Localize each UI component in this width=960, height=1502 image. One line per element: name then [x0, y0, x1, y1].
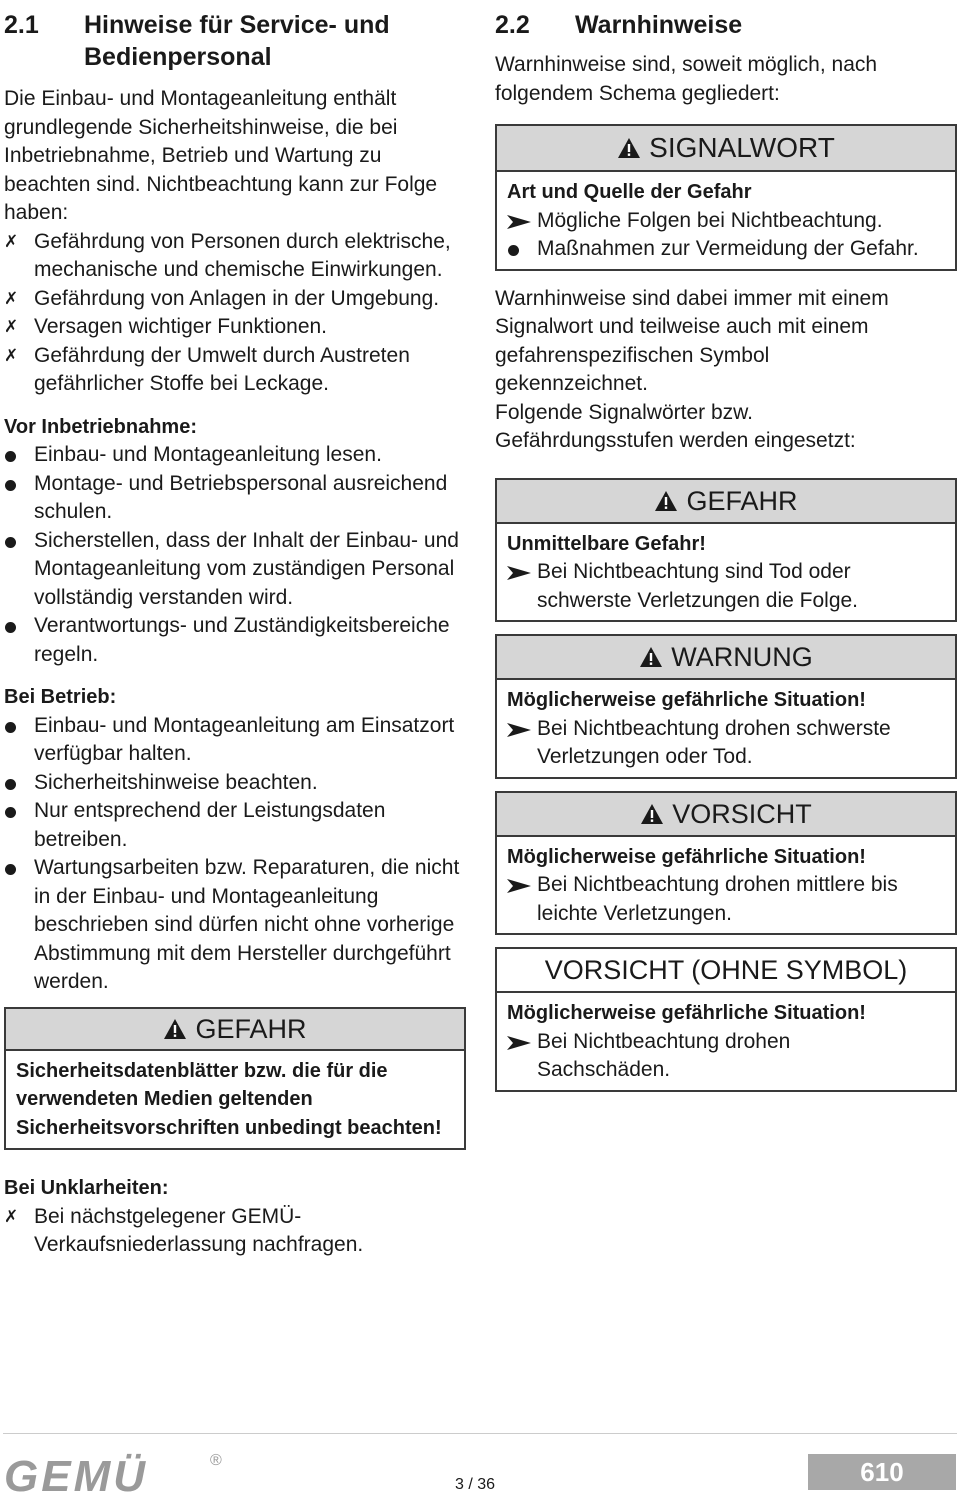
signal-word: VORSICHT (OHNE SYMBOL): [544, 955, 908, 985]
before-startup-list: [4, 441, 466, 669]
warning-triangle-icon: [617, 137, 641, 159]
operation-heading: Bei Betrieb:: [4, 686, 117, 708]
list-item: Einbau- und Montageanleitung lesen.: [34, 443, 382, 466]
unclear-list: [4, 1203, 466, 1260]
warning-triangle-icon: [163, 1018, 187, 1040]
list-item: ✗ Versagen wichtiger Funktionen.: [4, 313, 466, 342]
section-number: 2.2: [495, 11, 530, 39]
list-item: Bei Nichtbeachtung sind Tod oder schwerste Verletzungen die Folge.: [507, 558, 945, 615]
unclear-heading: Bei Unklarheiten:: [4, 1177, 169, 1199]
section-heading-2-1: [4, 9, 466, 73]
registered-mark: ®: [210, 1452, 222, 1469]
levels-intro: Folgende Signalwörter bzw. Gefährdungsstufen werden eingesetzt:: [495, 400, 856, 452]
warning-triangle-icon: [640, 803, 664, 825]
list-item: Nur entsprechend der Leistungsdaten betreiben.: [34, 799, 386, 851]
signal-word-explanation: Warnhinweise sind dabei immer mit einem Signalwort und teilweise auch mit einem gefahrenspezifischen Symbol gekennzeichnet.: [495, 286, 889, 395]
consequence-list: [4, 228, 466, 399]
signal-word: GEFAHR: [195, 1013, 307, 1044]
level-subtitle: Unmittelbare Gefahr!: [507, 532, 706, 555]
danger-box-header: [6, 1009, 464, 1051]
level-box-header: [497, 949, 955, 993]
right-column: [495, 0, 957, 1092]
cross-mark-icon: ✗: [4, 288, 19, 308]
warning-triangle-icon: [639, 646, 663, 668]
level-box-gefahr: [495, 478, 957, 623]
level-box-vorsicht: [495, 791, 957, 936]
level-box-warnung: [495, 634, 957, 779]
danger-text: Sicherheitsdatenblätter bzw. die für die verwendeten Medien geltenden Sicherheitsvorschriften unbedingt beachten!: [16, 1059, 442, 1139]
list-item: Wartungsarbeiten bzw. Reparaturen, die nicht in der Einbau- und Montageanleitung beschrieben sind dürfen nicht ohne vorherige Abstimmung mit dem Hersteller durchgeführt werden.: [34, 856, 460, 993]
signal-word: GEFAHR: [686, 485, 798, 516]
level-box-header: [497, 636, 955, 680]
page-number: 3 / 36: [455, 1476, 496, 1493]
list-item: Bei Nichtbeachtung drohen mittlere bis leichte Verletzungen.: [507, 871, 945, 928]
cross-mark-icon: ✗: [4, 231, 19, 251]
level-box-vorsicht-ohne-symbol: [495, 947, 957, 1092]
cross-mark-icon: ✗: [4, 317, 19, 336]
list-item: ✗ Gefährdung von Personen durch elektrische, mechanische und chemische Einwirkungen.: [4, 229, 451, 281]
schema-box-header: [497, 126, 955, 172]
signal-word: VORSICHT: [672, 798, 812, 829]
footer-divider: [3, 1433, 957, 1434]
list-item: Maßnahmen zur Vermeidung der Gefahr.: [537, 237, 919, 260]
signal-word: SIGNALWORT: [649, 132, 835, 163]
warnings-intro: Warnhinweise sind, soweit möglich, nach folgendem Schema gegliedert:: [495, 53, 878, 105]
cross-mark-icon: ✗: [4, 345, 19, 365]
product-number-badge: 610: [808, 1454, 956, 1490]
before-startup-heading: Vor Inbetriebnahme:: [4, 415, 197, 438]
warning-triangle-icon: [654, 490, 678, 512]
left-column: [4, 0, 466, 1260]
intro-paragraph: Die Einbau- und Montageanleitung enthält grundlegende Sicherheitshinweise, die bei Inbetriebnahme, Betrieb und Wartung zu beachten sind. Nichtbeachtung kann zur Folge haben:: [4, 87, 438, 224]
list-item: Verantwortungs- und Zuständigkeitsbereiche regeln.: [34, 614, 450, 666]
list-item: ✗ Gefährdung von Anlagen in der Umgebung.: [4, 285, 466, 314]
company-logo: GEMÜ: [4, 1452, 148, 1501]
section-number: 2.1: [4, 11, 39, 39]
list-item: ✗ Bei nächstgelegener GEMÜ-Verkaufsniederlassung nachfragen.: [4, 1204, 364, 1256]
level-box-header: [497, 480, 955, 524]
list-item: Mögliche Folgen bei Nichtbeachtung.: [507, 207, 945, 236]
danger-box: [4, 1007, 466, 1151]
signal-word: WARNUNG: [671, 642, 813, 672]
list-item: Montage- und Betriebspersonal ausreichend schulen.: [34, 471, 448, 523]
list-item: Sicherstellen, dass der Inhalt der Einbau- und Montageanleitung vom zuständigen Personal vollständig verstanden wird.: [34, 528, 459, 609]
list-item: Sicherheitshinweise beachten.: [34, 770, 318, 794]
list-item: Bei Nichtbeachtung drohen Sachschäden.: [507, 1028, 837, 1085]
hazard-subtitle: Art und Quelle der Gefahr: [507, 181, 752, 203]
schema-box: [495, 124, 957, 271]
page-footer: [0, 1430, 960, 1501]
section-title: Hinweise für Service- und Bedienpersonal: [84, 11, 390, 71]
level-subtitle: Möglicherweise gefährliche Situation!: [507, 689, 866, 711]
operation-list: [4, 712, 466, 997]
level-subtitle: Möglicherweise gefährliche Situation!: [507, 1002, 866, 1024]
list-item: ✗ Gefährdung der Umwelt durch Austreten gefährlicher Stoffe bei Leckage.: [4, 343, 410, 395]
list-item: Einbau- und Montageanleitung am Einsatzort verfügbar halten.: [34, 713, 455, 765]
section-title: Warnhinweise: [575, 11, 743, 39]
section-heading-2-2: [495, 9, 957, 41]
level-subtitle: Möglicherweise gefährliche Situation!: [507, 845, 866, 868]
level-box-header: [497, 793, 955, 837]
list-item: Bei Nichtbeachtung drohen schwerste Verletzungen oder Tod.: [507, 715, 945, 772]
cross-mark-icon: ✗: [4, 1206, 19, 1226]
